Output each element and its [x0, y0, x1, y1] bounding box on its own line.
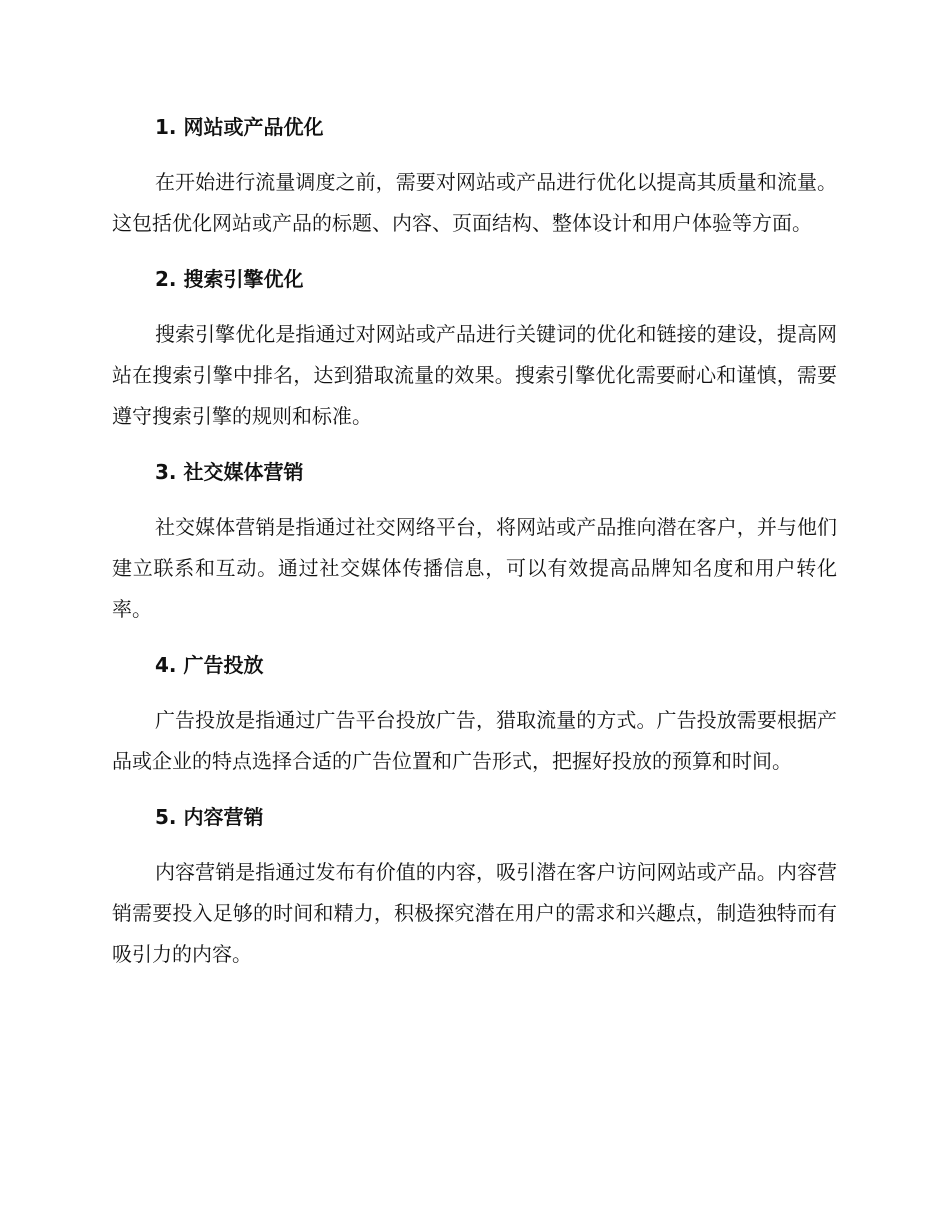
section-paragraph: 广告投放是指通过广告平台投放广告，猎取流量的方式。广告投放需要根据产品或企业的特点选择合适的广告位置和广告形式，把握好投放的预算和时间。 — [112, 708, 837, 773]
section-advertising — [112, 650, 837, 782]
section-heading: 2. 搜索引擎优化 — [155, 267, 304, 291]
section-website-optimization — [112, 112, 837, 244]
section-paragraph: 在开始进行流量调度之前，需要对网站或产品进行优化以提高其质量和流量。这包括优化网站或产品的标题、内容、页面结构、整体设计和用户体验等方面。 — [112, 170, 837, 235]
section-paragraph: 社交媒体营销是指通过社交网络平台，将网站或产品推向潜在客户，并与他们建立联系和互动。通过社交媒体传播信息，可以有效提高品牌知名度和用户转化率。 — [112, 515, 837, 621]
section-heading: 4. 广告投放 — [155, 653, 264, 677]
section-paragraph: 内容营销是指通过发布有价值的内容，吸引潜在客户访问网站或产品。内容营销需要投入足够的时间和精力，积极探究潜在用户的需求和兴趣点，制造独特而有吸引力的内容。 — [112, 860, 837, 966]
section-heading: 5. 内容营销 — [155, 805, 264, 829]
section-content-marketing — [112, 802, 837, 975]
section-paragraph: 搜索引擎优化是指通过对网站或产品进行关键词的优化和链接的建设，提高网站在搜索引擎中排名，达到猎取流量的效果。搜索引擎优化需要耐心和谨慎，需要遵守搜索引擎的规则和标准。 — [112, 322, 837, 428]
section-social-media-marketing — [112, 457, 837, 630]
document-content — [112, 112, 837, 995]
section-heading: 1. 网站或产品优化 — [155, 115, 324, 139]
section-heading: 3. 社交媒体营销 — [155, 460, 304, 484]
section-seo — [112, 264, 837, 437]
